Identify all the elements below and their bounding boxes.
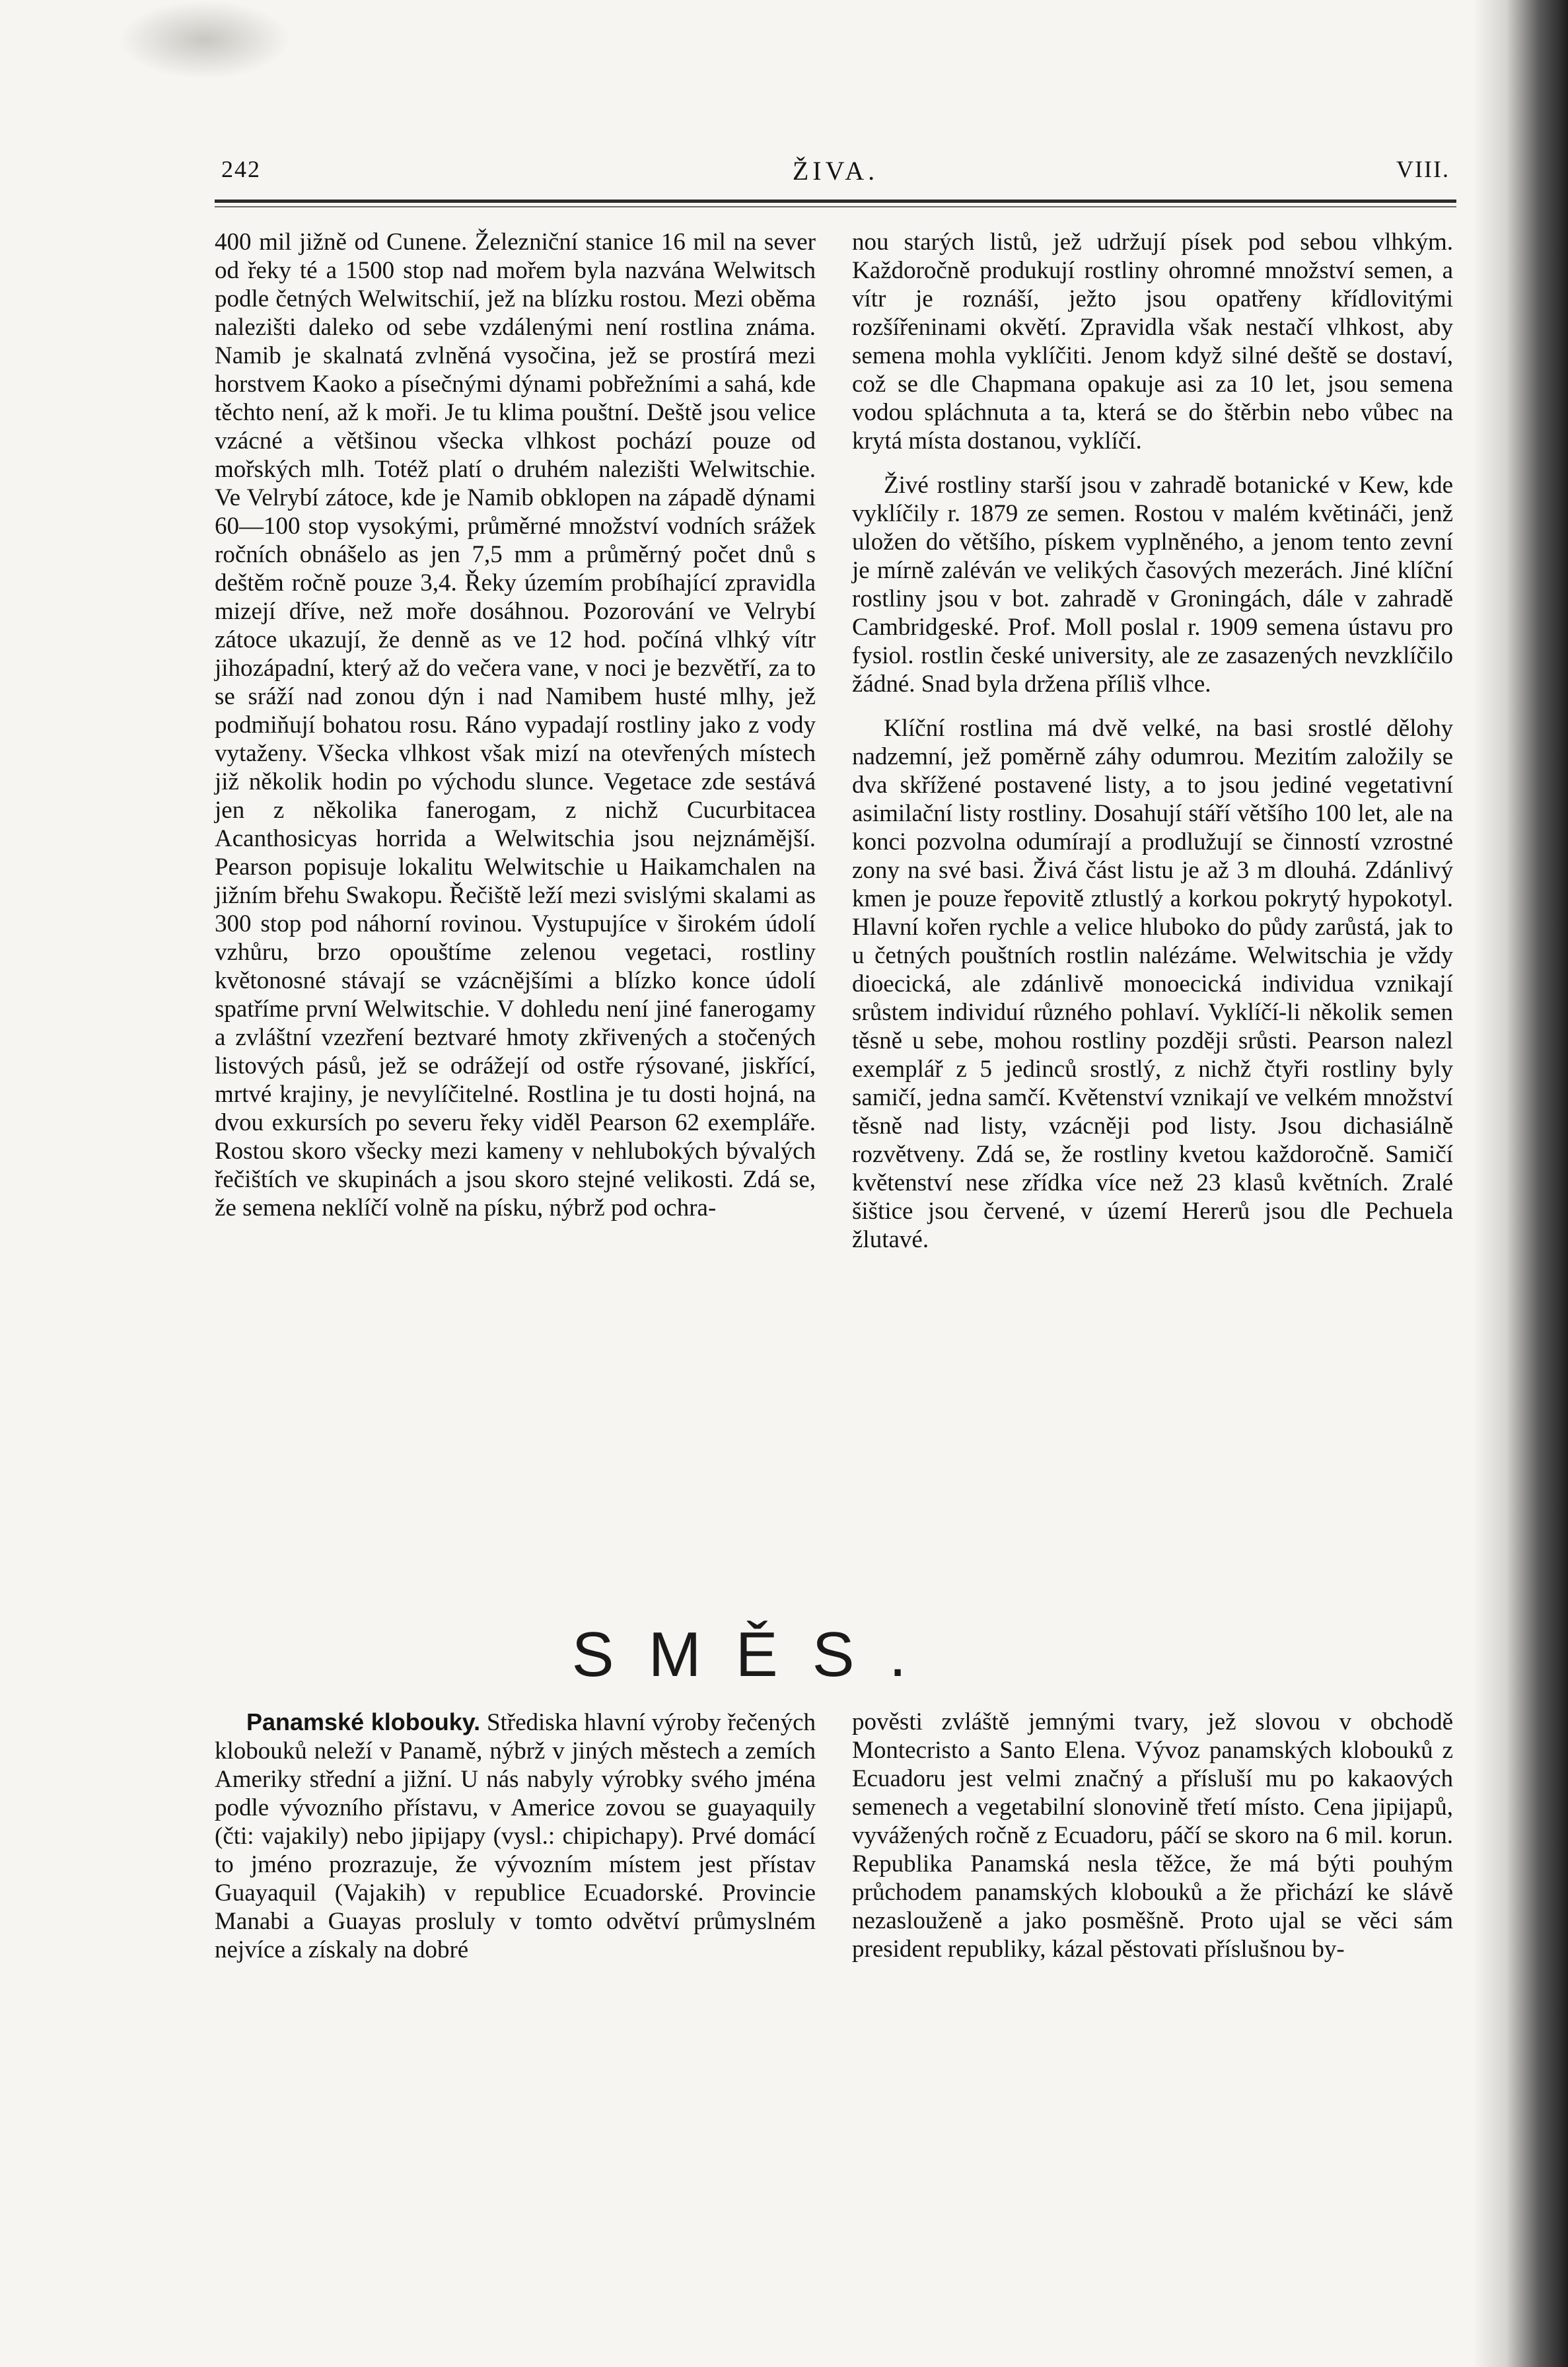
volume-number: VIII. — [1396, 156, 1450, 182]
paragraph: 400 mil jižně od Cunene. Železniční stanice 16 mil na sever od řeky té a 1500 stop nad mořem byla nazvána Welwitsch podle četných Welwitschií, jež na blízku rostou. Mezi oběma nalezišti daleko od sebe vzdálenými není rostlina známa. Namib je skalnatá zvlněná vysočina, jež se prostírá mezi horstvem Kaoko a písečnými dýnami pobřežními a sahá, kde těchto není, až k moři. Je tu klima pouštní. Deště jsou velice vzácné a většinou všecka vlhkost pochází pouze od mořských mlh. Totéž platí o druhém nalezišti Welwitschie. Ve Velrybí zátoce, kde je Namib obklopen na západě dýnami 60—100 stop vysokými, průměrné množství vodních srážek ročních obnášelo as jen 7,5 mm a průměrný počet dnů s deštěm ročně pouze 3,4. Řeky územím probíhající zpravidla mizejí dříve, než moře dosáhnou. Pozorování ve Velrybí zátoce ukazují, že denně as ve 12 hod. počíná vlhký vítr jihozápadní, který až do večera vane, v noci je bezvětří, za to se sráží nad zonou dýn i nad Namibem husté mlhy, jež podmiňují bohatou rosu. Ráno vypadají rostliny jako z vody vytaženy. Všecka vlhkost však mizí na otevřených místech již několik hodin po východu slunce. Vegetace zde sestává jen z několika fanerogam, z nichž Cucurbitacea Acanthosicyas horrida a Welwitschia jsou nejznámější. Pearson popisuje lokalitu Welwitschie u Haikamchalen na jižním břehu Swakopu. Řečiště leží mezi svislými skalami as 300 stop pod náhorní rovinou. Vystupujíce v širokém údolí vzhůru, brzo opouštíme zelenou vegetaci, rostliny květonosné stávají se vzácnějšími a blízko konce údolí spatříme první Welwitschie. V dohledu není jiné fanerogamy a zvláštní vzezření beztvaré hmoty zkřivených a stočených listových pásů, jež se odrážejí od ostře rýsované, jiskřící, mrtvé krajiny, je nevylíčitelné. Rostlina je tu dosti hojná, na dvou exkursích po severu řeky viděl Pearson 62 exempláře. Rostou skoro všecky mezi kameny v nehlubokých bývalých řečištích ve skupinách a jsou skoro stejné velikosti. Zdá se, že semena neklíčí volně na písku, nýbrž pod ochra- — [215, 229, 816, 1221]
paragraph: Živé rostliny starší jsou v zahradě botanické v Kew, kde vyklíčily r. 1879 ze semen. Rostou v malém květináči, jenž uložen do většího, pískem vyplněného, a jenom tento zevní je mírně zaléván ve velikých časových mezerách. Jiné klíční rostliny jsou v bot. zahradě v Groningách, dále v zahradě Cambridgeské. Prof. Moll poslal r. 1909 semena ústavu pro fysiol. rostlin české university, ale ze zasazených nevzklíčilo žádné. Snad byla držena příliš vlhce. — [852, 472, 1453, 698]
paragraph: Klíční rostlina má dvě velké, na basi srostlé dělohy nadzemní, jež poměrně záhy odumrou. Mezitím založily se dva skřížené postavené listy, a to jsou jediné vegetativní asimilační listy rostliny. Dosahují stáří většího 100 let, ale na konci pozvolna odumírají a prodlužují se činností vzrostné zony na své basi. Živá část listu je až 3 m dlouhá. Zdánlivý kmen je pouze řepovitě ztlustlý a korkou pokrytý hypokotyl. Hlavní kořen rychle a velice hluboko do půdy zarůstá, jak to u četných pouštních rostlin nalézáme. Welwitschia je vždy dioecická, ale zdánlivě monoecická individua vznikají srůstem individuí různého pohlaví. Vyklíčí-li několik semen těsně u sebe, mohou rostliny později srůsti. Pearson nalezl exemplář z 5 jedinců srostlý, z nichž čtyři rostliny byly samičí, jedna samčí. Květenství vznikají ve velkém množství těsně nad listy, vzácněji pod listy. Jsou dichasiálně rozvětveny. Zdá se, že rostliny kvetou každoročně. Samičí květenství nese zřídka více než 23 klasů květních. Zralé šištice jsou červené, v území Hererů jsou dle Pechuela žlutavé. — [852, 715, 1453, 1253]
paragraph: pověsti zvláště jemnými tvary, jež slovou v obchodě Montecristo a Santo Elena. Vývoz panamských klobouků z Ecuadoru jest velmi značný a přísluší mu po kakaových semenech a vegetabilní slonovině třetí místo. Cena jipijapů, vyvážených ročně z Ecuadoru, páčí se skoro na 6 mil. korun. Republika Panamská nesla těžce, že má býti pouhým průchodem panamských klobouků a že přichází ke slávě nezaslouženě a jako posměšně. Proto ujal se věci sám president republiky, kázal pěstovati příslušnou by- — [852, 1708, 1453, 1963]
page-stain — [119, 0, 291, 79]
paragraph: nou starých listů, jež udržují písek pod sebou vlhkým. Každoročně produkují rostliny ohromné množství semen, a vítr je roznáší, ježto jsou opatřeny křídlovitými rozšířeninami okvětí. Zpravidla však nestačí vlhkost, aby semena mohla vyklíčiti. Jenom když silné deště se dostaví, což se dle Chapmana opakuje asi za 10 let, jsou semena vodou spláchnuta a ta, která se do štěrbin nebo vůbec na krytá místa dostanou, vyklíčí. — [852, 229, 1453, 455]
page-number: 242 — [221, 156, 261, 182]
section-heading: SMĚS. — [571, 1619, 941, 1690]
header-rule — [215, 200, 1456, 203]
binding-edge — [1473, 0, 1568, 2367]
miscellany-column-right — [852, 1708, 1453, 1963]
paragraph — [215, 1708, 816, 1964]
running-header — [221, 155, 1450, 195]
miscellany-column-left — [215, 1708, 816, 1964]
journal-title: ŽIVA. — [792, 156, 879, 186]
article-column-left — [215, 228, 816, 1222]
paragraph-text: Střediska hlavní výroby řečených klobouků neleží v Panamě, nýbrž v jiných městech a zemích Ameriky střední a jižní. U nás nabyly výrobky svého jména podle vývozního přístavu, v Americe zovou se guayaquily (čti: vajakily) nebo jipijapy (vysl.: chipichapy). Prvé domácí to jméno prozrazuje, že vývozním místem jest přístav Guayaquil (Vajakih) v republice Ecuadorské. Provincie Manabi a Guayas prosluly v tomto odvětví průmyslném nejvíce a získaly na dobré — [215, 1709, 816, 1963]
article-lead: Panamské klobouky. — [246, 1708, 481, 1735]
article-column-right — [852, 228, 1453, 1254]
header-rule-thin — [215, 206, 1456, 207]
